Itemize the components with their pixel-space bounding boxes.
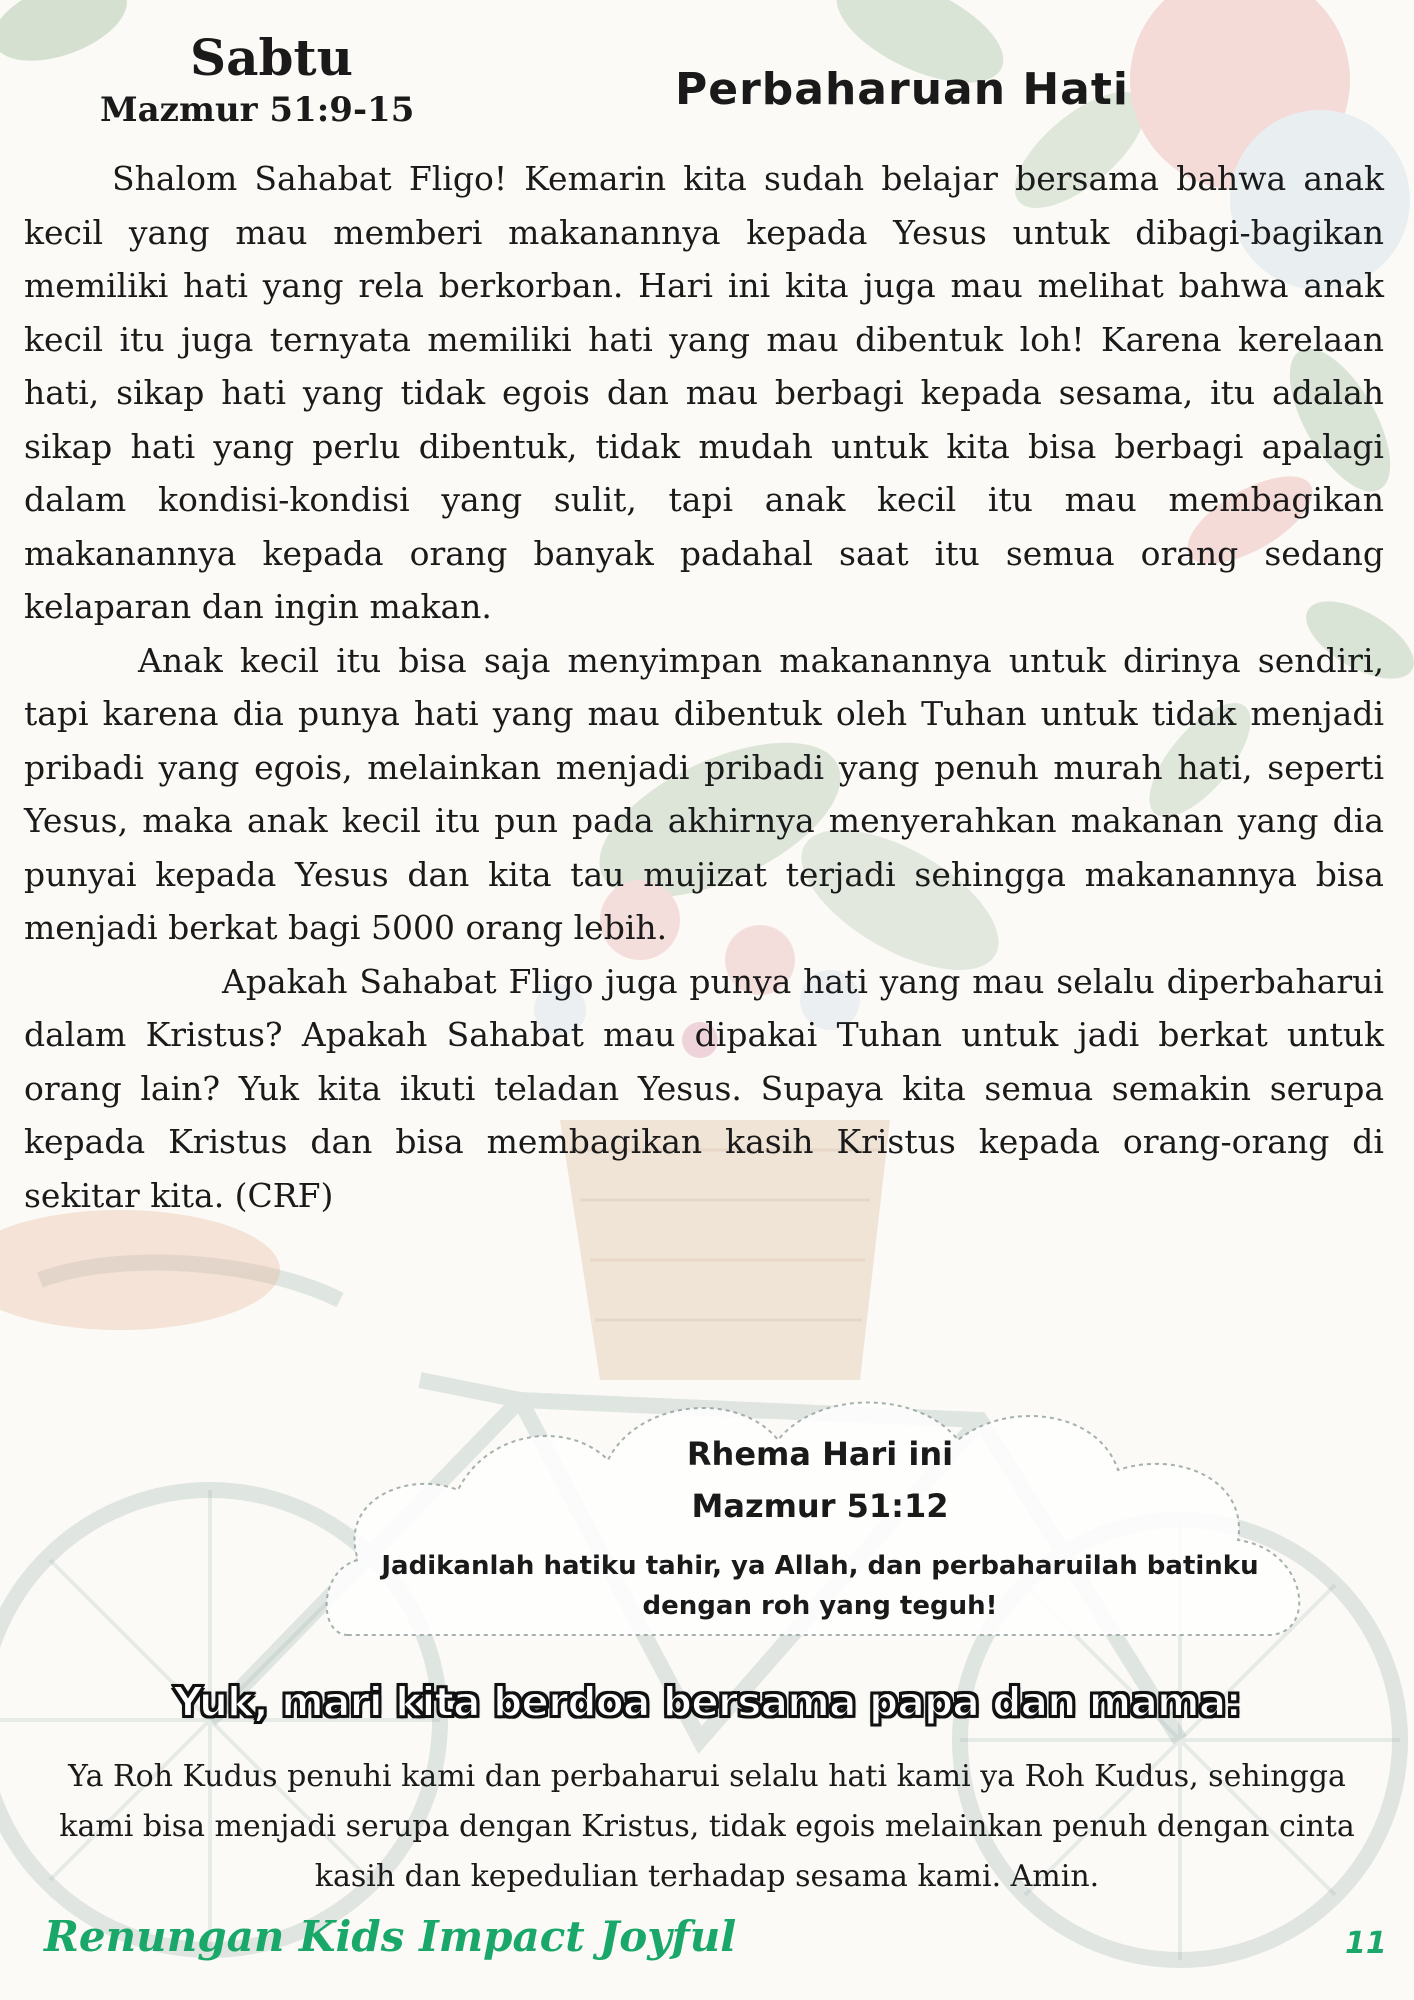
scripture-reference: Mazmur 51:9-15 bbox=[100, 90, 415, 130]
devotion-paragraph: Anak kecil itu bisa saja menyimpan makanannya untuk dirinya sendiri, tapi karena dia punya hati yang mau dibentuk oleh Tuhan untuk tidak menjadi pribadi yang egois, melainkan menjadi pribadi yang penuh murah hati, seperti Yesus, maka anak kecil itu pun pada akhirnya menyerahkan makanan yang dia punyai kepada Yesus dan kita tau mujizat terjadi sehingga makanannya bisa menjadi berkat bagi 5000 orang lebih. bbox=[24, 640, 1384, 947]
page-title: Perbaharuan Hati bbox=[675, 64, 1129, 115]
rhema-verse: Jadikanlah hatiku tahir, ya Allah, dan perbaharuilah batinku dengan roh yang teguh! bbox=[381, 1551, 1259, 1621]
page-number: 11 bbox=[1345, 1926, 1387, 1961]
day-heading: Sabtu bbox=[190, 28, 353, 87]
devotion-paragraph: Apakah Sahabat Fligo juga punya hati yang mau selalu diperbaharui dalam Kristus? Apakah Sahabat mau dipakai Tuhan untuk jadi berkat untuk orang lain? Yuk kita ikuti teladan Yesus. Supaya kita semua semakin serupa kepada Kristus dan bisa membagikan kasih Kristus kepada orang-orang di sekitar kita. (CRF) bbox=[24, 961, 1384, 1215]
rhema-box bbox=[380, 1428, 1260, 1626]
brand-footer: Renungan Kids Impact Joyful bbox=[44, 1912, 737, 1961]
rhema-reference: Mazmur 51:12 bbox=[691, 1487, 949, 1525]
prayer-text: Ya Roh Kudus penuhi kami dan perbaharui selalu hati kami ya Roh Kudus, sehingga kami bisa menjadi serupa dengan Kristus, tidak egois melainkan penuh dengan cinta kasih dan kepedulian terhadap sesama kami. Amin. bbox=[59, 1759, 1355, 1894]
devotion-body bbox=[24, 152, 1384, 1222]
rhema-heading: Rhema Hari ini bbox=[686, 1435, 954, 1473]
prayer-heading: Yuk, mari kita berdoa bersama papa dan mama: bbox=[173, 1678, 1241, 1726]
devotion-paragraph: Shalom Sahabat Fligo! Kemarin kita sudah belajar bersama bahwa anak kecil yang mau memberi makanannya kepada Yesus untuk dibagi-bagikan memiliki hati yang rela berkorban. Hari ini kita juga mau melihat bahwa anak kecil itu juga ternyata memiliki hati yang mau dibentuk loh! Karena kerelaan hati, sikap hati yang tidak egois dan mau berbagi kepada sesama, itu adalah sikap hati yang perlu dibentuk, tidak mudah untuk kita bisa berbagi apalagi dalam kondisi-kondisi yang sulit, tapi anak kecil itu mau membagikan makanannya kepada orang banyak padahal saat itu semua orang sedang kelaparan dan ingin makan. bbox=[24, 159, 1384, 626]
